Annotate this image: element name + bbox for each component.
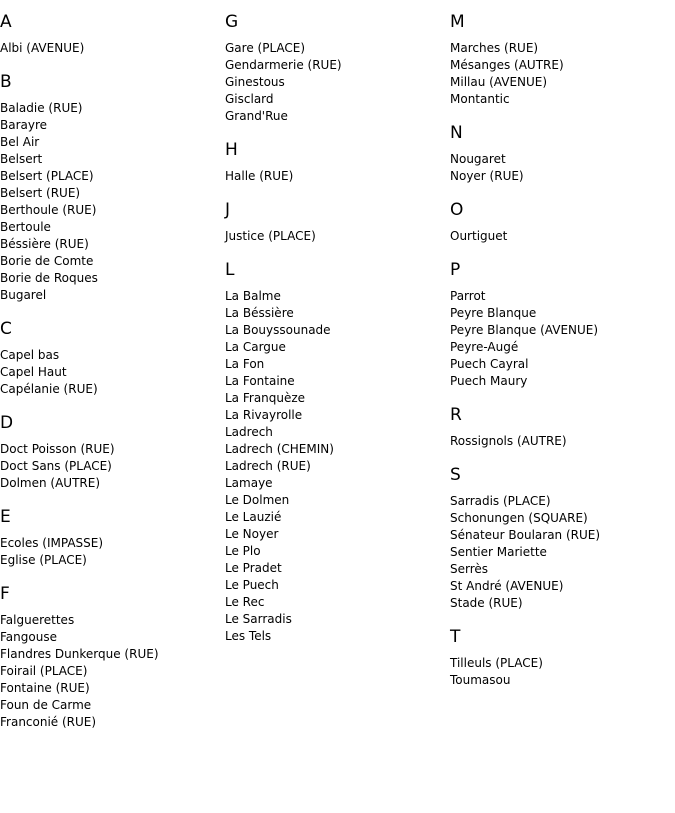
- street-name[interactable]: Fontaine (RUE): [0, 681, 90, 695]
- street-name[interactable]: Ladrech: [225, 425, 273, 439]
- street-index-column-3: [450, 11, 674, 703]
- street-name[interactable]: La Cargue: [225, 340, 286, 354]
- street-list: [0, 535, 224, 569]
- letter-section: [0, 506, 224, 569]
- letter-heading: E: [0, 507, 11, 527]
- letter-section: [225, 139, 449, 185]
- street-name[interactable]: Le Plo: [225, 544, 261, 558]
- letter-heading: D: [0, 413, 14, 433]
- street-name[interactable]: Capel Haut: [0, 365, 67, 379]
- letter-heading: J: [225, 200, 231, 220]
- street-list: [0, 100, 224, 304]
- street-name[interactable]: Béssière (RUE): [0, 237, 89, 251]
- street-name[interactable]: Gendarmerie (RUE): [225, 58, 342, 72]
- street-name[interactable]: Albi (AVENUE): [0, 41, 85, 55]
- letter-section: [450, 404, 674, 450]
- street-name[interactable]: Falguerettes: [0, 613, 75, 627]
- street-name[interactable]: Fangouse: [0, 630, 57, 644]
- street-name[interactable]: Capélanie (RUE): [0, 382, 98, 396]
- street-index-column-2: [225, 11, 449, 659]
- street-name[interactable]: Sarradis (PLACE): [450, 494, 551, 508]
- street-name[interactable]: Baladie (RUE): [0, 101, 83, 115]
- street-name[interactable]: La Béssière: [225, 306, 294, 320]
- street-name[interactable]: La Franquèze: [225, 391, 306, 405]
- street-name[interactable]: La Fon: [225, 357, 265, 371]
- letter-section: [0, 412, 224, 492]
- letter-section: [450, 259, 674, 390]
- street-name[interactable]: Belsert (RUE): [0, 186, 81, 200]
- street-list: [225, 228, 449, 245]
- letter-heading: R: [450, 405, 462, 425]
- letter-section: [0, 71, 224, 304]
- street-name[interactable]: Dolmen (AUTRE): [0, 476, 101, 490]
- letter-section: [0, 11, 224, 57]
- letter-heading: C: [0, 319, 12, 339]
- letter-section: [450, 199, 674, 245]
- street-name[interactable]: Sentier Mariette: [450, 545, 547, 559]
- street-list: [450, 228, 674, 245]
- street-name[interactable]: Halle (RUE): [225, 169, 294, 183]
- street-name[interactable]: Puech Cayral: [450, 357, 529, 371]
- street-index-column-1: [0, 11, 224, 745]
- street-name[interactable]: Le Noyer: [225, 527, 279, 541]
- street-name[interactable]: Foirail (PLACE): [0, 664, 88, 678]
- letter-section: [225, 11, 449, 125]
- letter-heading: S: [450, 465, 461, 485]
- street-list: [0, 40, 224, 57]
- letter-heading: T: [450, 627, 461, 647]
- street-name[interactable]: Le Puech: [225, 578, 279, 592]
- street-name[interactable]: Peyre-Augé: [450, 340, 519, 354]
- street-list: [225, 288, 449, 645]
- street-name[interactable]: Peyre Blanque (AVENUE): [450, 323, 599, 337]
- street-name[interactable]: La Rivayrolle: [225, 408, 303, 422]
- street-name[interactable]: Peyre Blanque: [450, 306, 537, 320]
- street-name[interactable]: Bertoule: [0, 220, 51, 234]
- street-name[interactable]: Doct Sans (PLACE): [0, 459, 112, 473]
- street-list: [0, 612, 224, 731]
- street-list: [450, 40, 674, 108]
- street-name[interactable]: Doct Poisson (RUE): [0, 442, 115, 456]
- street-name[interactable]: Lamaye: [225, 476, 273, 490]
- street-list: [0, 347, 224, 398]
- letter-heading: N: [450, 123, 463, 143]
- letter-section: [450, 464, 674, 612]
- street-name[interactable]: Flandres Dunkerque (RUE): [0, 647, 159, 661]
- street-name[interactable]: Ecoles (IMPASSE): [0, 536, 104, 550]
- letter-section: [225, 199, 449, 245]
- street-name[interactable]: Puech Maury: [450, 374, 528, 388]
- street-name[interactable]: Justice (PLACE): [225, 229, 316, 243]
- letter-heading: G: [225, 12, 239, 32]
- street-name[interactable]: Mésanges (AUTRE): [450, 58, 564, 72]
- street-name[interactable]: Ginestous: [225, 75, 285, 89]
- street-name[interactable]: Marches (RUE): [450, 41, 539, 55]
- street-name[interactable]: Le Pradet: [225, 561, 282, 575]
- street-name[interactable]: Noyer (RUE): [450, 169, 524, 183]
- street-name[interactable]: Capel bas: [0, 348, 60, 362]
- street-name[interactable]: Toumasou: [450, 673, 511, 687]
- letter-heading: B: [0, 72, 12, 92]
- street-name[interactable]: Berthoule (RUE): [0, 203, 97, 217]
- street-name[interactable]: Borie de Comte: [0, 254, 94, 268]
- street-name[interactable]: Bugarel: [0, 288, 47, 302]
- street-list: [450, 655, 674, 689]
- street-name[interactable]: Belsert (PLACE): [0, 169, 94, 183]
- street-list: [450, 151, 674, 185]
- street-name[interactable]: Parrot: [450, 289, 486, 303]
- letter-heading: H: [225, 140, 238, 160]
- street-name[interactable]: La Balme: [225, 289, 281, 303]
- street-name[interactable]: Montantic: [450, 92, 510, 106]
- street-name[interactable]: Le Lauzié: [225, 510, 282, 524]
- letter-section: [450, 11, 674, 108]
- street-name[interactable]: Le Rec: [225, 595, 265, 609]
- letter-heading: A: [0, 12, 12, 32]
- letter-section: [225, 259, 449, 645]
- street-name[interactable]: Tilleuls (PLACE): [450, 656, 543, 670]
- street-name[interactable]: Gare (PLACE): [225, 41, 306, 55]
- street-name[interactable]: Schonungen (SQUARE): [450, 511, 588, 525]
- street-name[interactable]: Barayre: [0, 118, 48, 132]
- street-name[interactable]: Nougaret: [450, 152, 506, 166]
- street-name[interactable]: La Bouyssounade: [225, 323, 331, 337]
- street-list: [225, 168, 449, 185]
- street-name[interactable]: Gisclard: [225, 92, 274, 106]
- street-list: [225, 40, 449, 125]
- letter-section: [450, 122, 674, 185]
- street-name[interactable]: Ladrech (RUE): [225, 459, 311, 473]
- street-list: [450, 433, 674, 450]
- street-name[interactable]: Sénateur Boularan (RUE): [450, 528, 601, 542]
- street-name[interactable]: Borie de Roques: [0, 271, 98, 285]
- street-name[interactable]: La Fontaine: [225, 374, 295, 388]
- street-name[interactable]: Le Dolmen: [225, 493, 290, 507]
- street-name[interactable]: Millau (AVENUE): [450, 75, 548, 89]
- street-name[interactable]: Rossignols (AUTRE): [450, 434, 567, 448]
- letter-heading: F: [0, 584, 10, 604]
- street-name[interactable]: St André (AVENUE): [450, 579, 564, 593]
- letter-heading: M: [450, 12, 465, 32]
- street-list: [0, 441, 224, 492]
- street-name[interactable]: Franconié (RUE): [0, 715, 97, 729]
- street-list: [450, 288, 674, 390]
- letter-section: [0, 583, 224, 731]
- street-name[interactable]: Serrès: [450, 562, 489, 576]
- street-name[interactable]: Belsert: [0, 152, 43, 166]
- letter-section: [450, 626, 674, 689]
- street-name[interactable]: Le Sarradis: [225, 612, 292, 626]
- street-name[interactable]: Grand'Rue: [225, 109, 288, 123]
- street-name[interactable]: Ourtiguet: [450, 229, 508, 243]
- street-name[interactable]: Bel Air: [0, 135, 40, 149]
- street-name[interactable]: Foun de Carme: [0, 698, 92, 712]
- street-name[interactable]: Les Tels: [225, 629, 272, 643]
- street-name[interactable]: Eglise (PLACE): [0, 553, 87, 567]
- letter-heading: O: [450, 200, 464, 220]
- street-name[interactable]: Ladrech (CHEMIN): [225, 442, 334, 456]
- letter-heading: P: [450, 260, 461, 280]
- street-list: [450, 493, 674, 612]
- street-name[interactable]: Stade (RUE): [450, 596, 523, 610]
- letter-heading: L: [225, 260, 235, 280]
- letter-section: [0, 318, 224, 398]
